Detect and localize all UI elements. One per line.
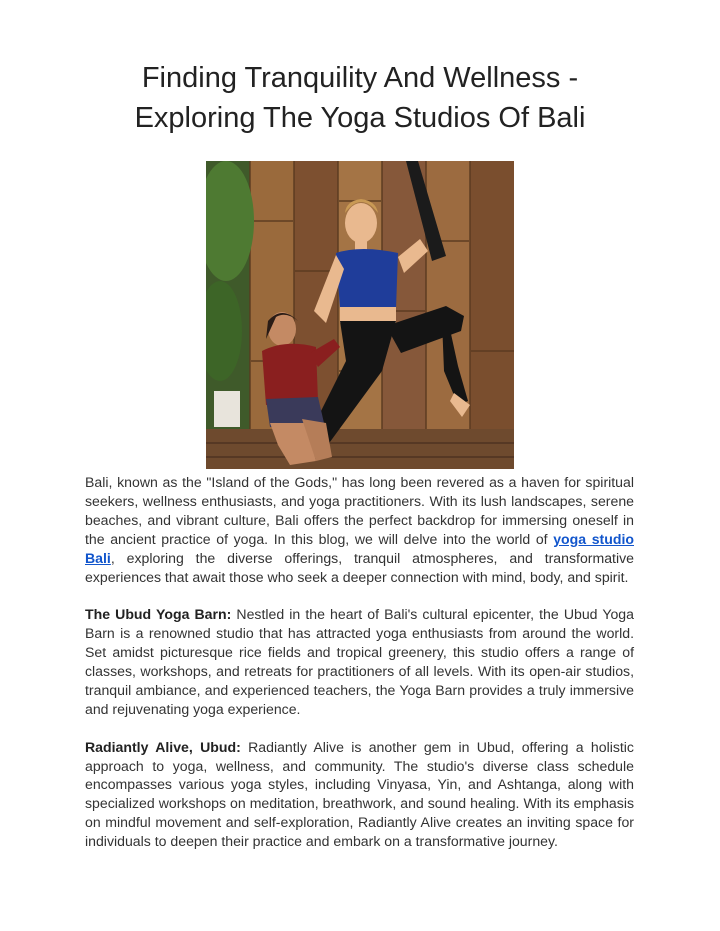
page-title bbox=[60, 58, 660, 138]
ubud-yoga-barn-paragraph bbox=[85, 605, 634, 718]
yoga-studio-bali-link[interactable]: yoga studio Bali bbox=[85, 530, 634, 566]
ubud-yoga-barn-text: Nestled in the heart of Bali's cultural epicenter, the Ubud Yoga Barn is a renowned studio that has attracted yoga enthusiasts from around the world. Set amidst picturesque rice fields and tropical greenery, this studio offers a range of classes, workshops, and retreats for practitioners of all levels. With its open-air studios, tranquil ambiance, and experienced teachers, the Yoga Barn provides a truly immersive and rejuvenating yoga experience. bbox=[85, 606, 634, 717]
intro-paragraph bbox=[85, 473, 634, 586]
radiantly-alive-paragraph bbox=[85, 738, 634, 851]
title-line-2: Exploring The Yoga Studios Of Bali bbox=[134, 102, 586, 134]
intro-text-before-link: Bali, known as the "Island of the Gods," has long been revered as a haven for spiritual seekers, wellness enthusiasts, and yoga practitioners. With its lush landscapes, serene beaches, and vibrant culture, Bali offers the perfect backdrop for immersing oneself in the ancient practice of yoga. In this blog, we will delve into the world of bbox=[85, 474, 634, 547]
yoga-photo-illustration bbox=[206, 161, 514, 469]
ubud-yoga-barn-heading: The Ubud Yoga Barn: bbox=[85, 606, 232, 623]
title-line-1: Finding Tranquility And Wellness - bbox=[141, 62, 579, 94]
article-body bbox=[85, 473, 634, 870]
radiantly-alive-text: Radiantly Alive is another gem in Ubud, offering a holistic approach to yoga, wellness, and community. The studio's diverse class schedule encompasses various yoga styles, including Vinyasa, Yin, and Ashtanga, along with specialized workshops on meditation, breathwork, and sound healing. With its emphasis on mindful movement and self-exploration, Radiantly Alive creates an inviting space for individuals to deepen their practice and embark on a transformative journey. bbox=[85, 738, 634, 850]
radiantly-alive-heading: Radiantly Alive, Ubud: bbox=[85, 738, 241, 755]
yoga-photo bbox=[206, 161, 514, 469]
intro-text-after-link: , exploring the diverse offerings, tranquil atmospheres, and transformative experiences that await those who seek a deeper connection with mind, body, and spirit. bbox=[85, 549, 634, 585]
